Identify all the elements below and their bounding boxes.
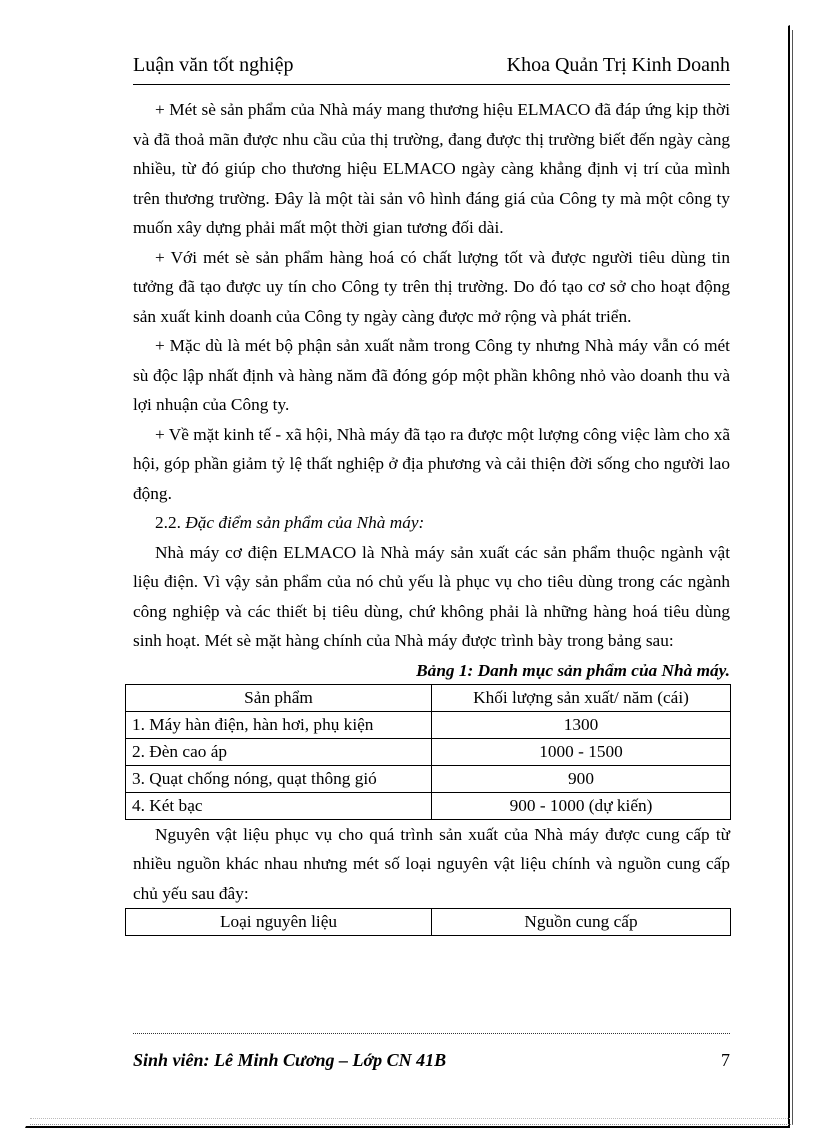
bottom-edge-dots	[30, 1118, 790, 1119]
product-table	[125, 684, 731, 820]
materials-table	[125, 908, 731, 936]
section-heading	[133, 508, 730, 538]
footer-student: Sinh viên: Lê Minh Cương – Lớp CN 41B	[133, 1050, 447, 1070]
paragraph-brand: + Mét sè sản phẩm của Nhà máy mang thương hiệu ELMACO đã đáp ứng kịp thời và đã thoả mãn được nhu cầu của thị trường, đang được thị trường biết đến ngày càng nhiều, từ đó giúp cho thương hiệu ELMACO ngày càng khẳng định vị trí của mình trên thương trường. Đây là một tài sản vô hình đáng giá của Công ty mà một công ty muốn xây dựng phải mất một thời gian tương đối dài.	[133, 100, 730, 237]
section-title: Đặc điểm sản phẩm của Nhà máy:	[185, 513, 425, 532]
paragraph-independence: + Mặc dù là mét bộ phận sản xuất nằm trong Công ty nhưng Nhà máy vẫn có mét sù độc lập nhất định và hàng năm đã đóng góp một phần không nhỏ vào doanh thu và lợi nhuận của Công ty.	[133, 336, 730, 414]
section-number: 2.2.	[155, 513, 181, 532]
table-cell-product: 1. Máy hàn điện, hàn hơi, phụ kiện	[126, 711, 432, 738]
document-body	[133, 95, 730, 936]
table-header-cell: Sản phẩm	[126, 684, 432, 711]
paragraph-socioeconomic: + Về mặt kinh tế - xã hội, Nhà máy đã tạo ra được một lượng công việc làm cho xã hội, góp phần giảm tỷ lệ thất nghiệp ở địa phương và cải thiện đời sống cho người lao động.	[133, 424, 730, 503]
table-cell-volume: 1300	[432, 711, 731, 738]
table-cell-volume: 1000 - 1500	[432, 738, 731, 765]
table-cell-product: 4. Két bạc	[126, 792, 432, 819]
table-cell-product: 3. Quạt chống nóng, quạt thông gió	[126, 765, 432, 792]
footer-divider	[133, 1033, 730, 1034]
page-footer	[133, 1048, 730, 1072]
table-cell-volume: 900 - 1000 (dự kiến)	[432, 792, 731, 819]
table-caption: Bảng 1: Danh mục sản phẩm của Nhà máy.	[416, 660, 730, 680]
page-header	[133, 52, 730, 78]
table-row	[126, 792, 731, 819]
table-header-cell: Nguồn cung cấp	[432, 909, 731, 936]
table-cell-volume: 900	[432, 765, 731, 792]
header-thesis-title: Luận văn tốt nghiệp	[133, 54, 294, 76]
header-faculty: Khoa Quản Trị Kinh Doanh	[506, 54, 730, 76]
table-header-cell: Loại nguyên liệu	[126, 909, 432, 936]
table-row	[126, 765, 731, 792]
table-row	[126, 711, 731, 738]
paragraph-products: Nhà máy cơ điện ELMACO là Nhà máy sản xuất các sản phẩm thuộc ngành vật liệu điện. Vì vậy sản phẩm của nó chủ yếu là phục vụ cho tiêu dùng trong các ngành công nghiệp và các thiết bị tiêu dùng, chứ không phải là những hàng hoá tiêu dùng sinh hoạt. Mét sè mặt hàng chính của Nhà máy được trình bày trong bảng sau:	[133, 542, 730, 650]
page-number: 7	[721, 1050, 730, 1070]
table-header-row	[126, 684, 731, 711]
paragraph-materials: Nguyên vật liệu phục vụ cho quá trình sản xuất của Nhà máy được cung cấp từ nhiều nguồn khác nhau nhưng mét số loại nguyên vật liệu chính và nguồn cung cấp chủ yếu sau đây:	[133, 824, 730, 903]
paragraph-quality: + Với mét sè sản phẩm hàng hoá có chất lượng tốt và được người tiêu dùng tin tưởng đã tạo được uy tín cho Công ty trên thị trường. Do đó tạo cơ sở cho hoạt động sản xuất kinh doanh của Công ty ngày càng được mở rộng và phát triển.	[133, 247, 730, 326]
table-header-cell: Khối lượng sản xuất/ năm (cái)	[432, 684, 731, 711]
table-cell-product: 2. Đèn cao áp	[126, 738, 432, 765]
header-divider	[133, 84, 730, 85]
table-header-row	[126, 909, 731, 936]
table-row	[126, 738, 731, 765]
